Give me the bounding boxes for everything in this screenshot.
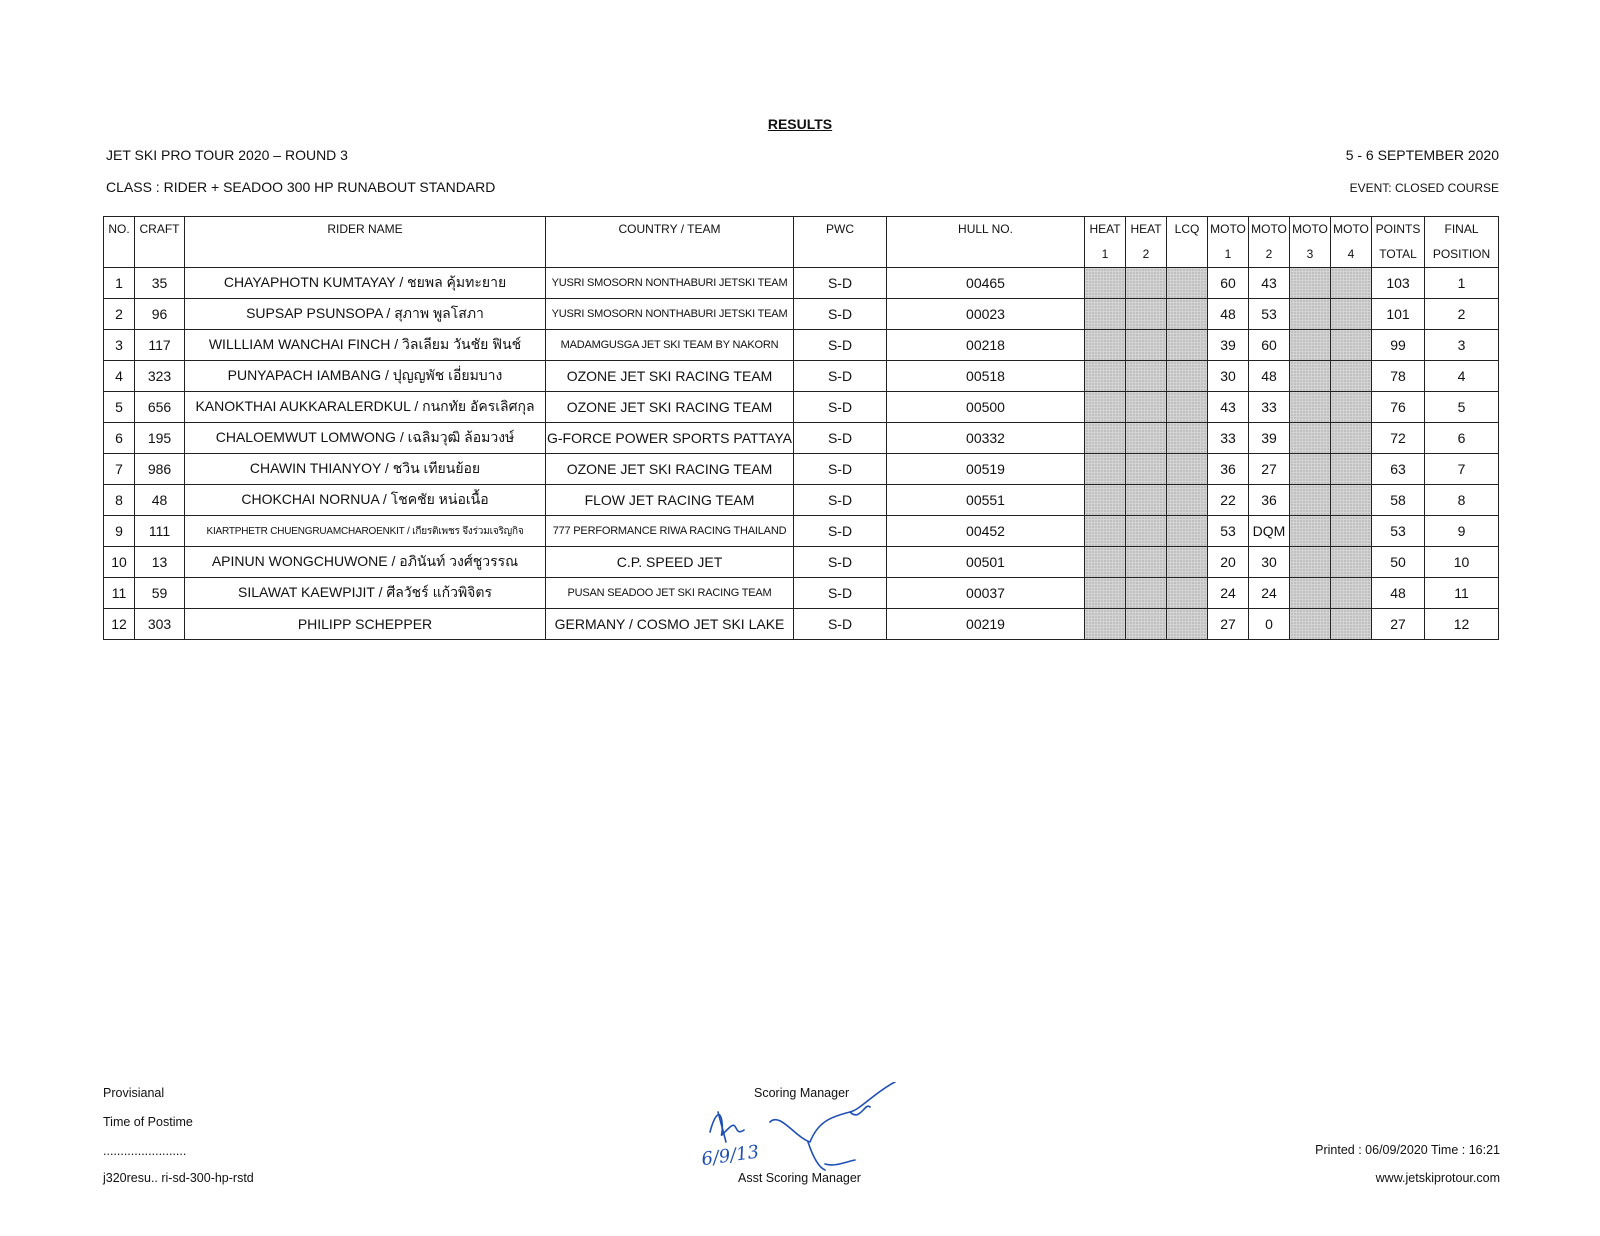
moto-3-cell xyxy=(1290,454,1331,485)
moto-2-cell: 36 xyxy=(1249,485,1290,516)
moto-1-cell: 60 xyxy=(1208,268,1249,299)
scoring-manager-label: Scoring Manager xyxy=(754,1086,850,1100)
points-total-cell: 58 xyxy=(1372,485,1425,516)
column-header: CRAFT xyxy=(135,217,185,268)
moto-1-cell: 24 xyxy=(1208,578,1249,609)
lcq-cell xyxy=(1167,392,1208,423)
column-header: RIDER NAME xyxy=(185,217,546,268)
column-header: COUNTRY / TEAM xyxy=(546,217,794,268)
hull-number-cell: 00452 xyxy=(887,516,1085,547)
moto-4-cell xyxy=(1331,485,1372,516)
hull-number-cell: 00218 xyxy=(887,330,1085,361)
pwc-cell: S-D xyxy=(794,516,887,547)
moto-1-cell: 53 xyxy=(1208,516,1249,547)
moto-4-cell xyxy=(1331,392,1372,423)
craft-number-cell: 656 xyxy=(135,392,185,423)
points-total-cell: 63 xyxy=(1372,454,1425,485)
rider-name-cell: SILAWAT KAEWPIJIT / ศีลวัชร์ แก้วพิจิตร xyxy=(185,578,546,609)
postime-dots: ........................ xyxy=(103,1144,187,1158)
provisional-label: Provisianal xyxy=(103,1086,165,1100)
pwc-cell: S-D xyxy=(794,485,887,516)
country-team-cell: C.P. SPEED JET xyxy=(546,547,794,578)
lcq-cell xyxy=(1167,547,1208,578)
country-team-cell: 777 PERFORMANCE RIWA RACING THAILAND xyxy=(546,516,794,547)
craft-number-cell: 59 xyxy=(135,578,185,609)
moto-4-cell xyxy=(1331,361,1372,392)
hull-number-cell: 00219 xyxy=(887,609,1085,640)
moto-2-cell: 48 xyxy=(1249,361,1290,392)
lcq-cell xyxy=(1167,578,1208,609)
points-total-cell: 99 xyxy=(1372,330,1425,361)
table-row xyxy=(104,330,1499,361)
results-title: RESULTS xyxy=(767,116,833,132)
craft-number-cell: 303 xyxy=(135,609,185,640)
country-team-cell: G-FORCE POWER SPORTS PATTAYA xyxy=(546,423,794,454)
moto-2-cell: 24 xyxy=(1249,578,1290,609)
column-header: HULL NO. xyxy=(887,217,1085,268)
moto-3-cell xyxy=(1290,485,1331,516)
heat-2-cell xyxy=(1126,578,1167,609)
heat-2-cell xyxy=(1126,299,1167,330)
moto-3-cell xyxy=(1290,578,1331,609)
moto-3-cell xyxy=(1290,268,1331,299)
column-header: PWC xyxy=(794,217,887,268)
table-row xyxy=(104,485,1499,516)
moto-1-cell: 30 xyxy=(1208,361,1249,392)
rider-name-cell: CHOKCHAI NORNUA / โชคชัย หน่อเนื้อ xyxy=(185,485,546,516)
moto-1-cell: 20 xyxy=(1208,547,1249,578)
craft-number-cell: 48 xyxy=(135,485,185,516)
hull-number-cell: 00465 xyxy=(887,268,1085,299)
heat-2-cell xyxy=(1126,485,1167,516)
table-row xyxy=(104,299,1499,330)
moto-3-cell xyxy=(1290,361,1331,392)
row-number-cell: 8 xyxy=(104,485,135,516)
craft-number-cell: 986 xyxy=(135,454,185,485)
country-team-cell: OZONE JET SKI RACING TEAM xyxy=(546,454,794,485)
country-team-cell: YUSRI SMOSORN NONTHABURI JETSKI TEAM xyxy=(546,268,794,299)
column-header: HEAT 2 xyxy=(1126,217,1167,268)
pwc-cell: S-D xyxy=(794,423,887,454)
heat-1-cell xyxy=(1085,423,1126,454)
heat-1-cell xyxy=(1085,330,1126,361)
moto-2-cell: 39 xyxy=(1249,423,1290,454)
moto-3-cell xyxy=(1290,330,1331,361)
moto-1-cell: 48 xyxy=(1208,299,1249,330)
moto-1-cell: 36 xyxy=(1208,454,1249,485)
moto-3-cell xyxy=(1290,392,1331,423)
row-number-cell: 4 xyxy=(104,361,135,392)
signature-image xyxy=(700,1082,920,1192)
heat-1-cell xyxy=(1085,516,1126,547)
points-total-cell: 78 xyxy=(1372,361,1425,392)
moto-4-cell xyxy=(1331,330,1372,361)
final-position-cell: 3 xyxy=(1425,330,1499,361)
event-type: EVENT: CLOSED COURSE xyxy=(1349,181,1499,195)
row-number-cell: 10 xyxy=(104,547,135,578)
table-row xyxy=(104,392,1499,423)
table-body xyxy=(104,268,1499,640)
moto-1-cell: 43 xyxy=(1208,392,1249,423)
rider-name-cell: PHILIPP SCHEPPER xyxy=(185,609,546,640)
final-position-cell: 2 xyxy=(1425,299,1499,330)
rider-name-cell: CHAWIN THIANYOY / ชวิน เทียนย้อย xyxy=(185,454,546,485)
table-row xyxy=(104,578,1499,609)
column-header: HEAT 1 xyxy=(1085,217,1126,268)
moto-2-cell: 43 xyxy=(1249,268,1290,299)
moto-4-cell xyxy=(1331,578,1372,609)
craft-number-cell: 13 xyxy=(135,547,185,578)
row-number-cell: 5 xyxy=(104,392,135,423)
event-name: JET SKI PRO TOUR 2020 – ROUND 3 xyxy=(106,147,348,163)
heat-1-cell xyxy=(1085,578,1126,609)
final-position-cell: 4 xyxy=(1425,361,1499,392)
hull-number-cell: 00518 xyxy=(887,361,1085,392)
heat-1-cell xyxy=(1085,547,1126,578)
final-position-cell: 1 xyxy=(1425,268,1499,299)
table-row xyxy=(104,547,1499,578)
event-date: 5 - 6 SEPTEMBER 2020 xyxy=(1345,147,1499,163)
column-header: NO. xyxy=(104,217,135,268)
pwc-cell: S-D xyxy=(794,299,887,330)
lcq-cell xyxy=(1167,361,1208,392)
moto-1-cell: 22 xyxy=(1208,485,1249,516)
hull-number-cell: 00500 xyxy=(887,392,1085,423)
moto-3-cell xyxy=(1290,547,1331,578)
craft-number-cell: 96 xyxy=(135,299,185,330)
heat-2-cell xyxy=(1126,392,1167,423)
column-header: FINAL POSITION xyxy=(1425,217,1499,268)
final-position-cell: 7 xyxy=(1425,454,1499,485)
table-row xyxy=(104,423,1499,454)
final-position-cell: 11 xyxy=(1425,578,1499,609)
pwc-cell: S-D xyxy=(794,454,887,485)
moto-3-cell xyxy=(1290,609,1331,640)
moto-4-cell xyxy=(1331,547,1372,578)
pwc-cell: S-D xyxy=(794,330,887,361)
rider-name-cell: APINUN WONGCHUWONE / อภินันท์ วงศ์ชูวรรณ xyxy=(185,547,546,578)
column-header: MOTO 1 xyxy=(1208,217,1249,268)
heat-2-cell xyxy=(1126,330,1167,361)
row-number-cell: 7 xyxy=(104,454,135,485)
hull-number-cell: 00332 xyxy=(887,423,1085,454)
rider-name-cell: CHAYAPHOTN KUMTAYAY / ชยพล คุ้มทะยาย xyxy=(185,268,546,299)
country-team-cell: YUSRI SMOSORN NONTHABURI JETSKI TEAM xyxy=(546,299,794,330)
pwc-cell: S-D xyxy=(794,547,887,578)
country-team-cell: OZONE JET SKI RACING TEAM xyxy=(546,361,794,392)
heat-1-cell xyxy=(1085,361,1126,392)
points-total-cell: 48 xyxy=(1372,578,1425,609)
results-table xyxy=(103,216,1499,640)
pwc-cell: S-D xyxy=(794,609,887,640)
points-total-cell: 103 xyxy=(1372,268,1425,299)
file-code: j320resu.. ri-sd-300-hp-rstd xyxy=(103,1171,254,1185)
final-position-cell: 8 xyxy=(1425,485,1499,516)
moto-1-cell: 27 xyxy=(1208,609,1249,640)
rider-name-cell: PUNYAPACH IAMBANG / ปุญญพัช เอี่ยมบาง xyxy=(185,361,546,392)
table-row xyxy=(104,454,1499,485)
pwc-cell: S-D xyxy=(794,392,887,423)
heat-2-cell xyxy=(1126,547,1167,578)
rider-name-cell: WILLLIAM WANCHAI FINCH / วิลเลียม วันชัย ฟินช์ xyxy=(185,330,546,361)
hull-number-cell: 00551 xyxy=(887,485,1085,516)
country-team-cell: FLOW JET RACING TEAM xyxy=(546,485,794,516)
lcq-cell xyxy=(1167,485,1208,516)
rider-name-cell: SUPSAP PSUNSOPA / สุภาพ พูลโสภา xyxy=(185,299,546,330)
heat-2-cell xyxy=(1126,454,1167,485)
column-header: MOTO 4 xyxy=(1331,217,1372,268)
table-header-row xyxy=(104,217,1499,268)
asst-scoring-manager-label: Asst Scoring Manager xyxy=(738,1171,861,1185)
heat-1-cell xyxy=(1085,392,1126,423)
column-header: MOTO 2 xyxy=(1249,217,1290,268)
hull-number-cell: 00023 xyxy=(887,299,1085,330)
country-team-cell: GERMANY / COSMO JET SKI LAKE xyxy=(546,609,794,640)
time-of-postime-label: Time of Postime xyxy=(103,1115,193,1129)
lcq-cell xyxy=(1167,423,1208,454)
final-position-cell: 10 xyxy=(1425,547,1499,578)
moto-3-cell xyxy=(1290,423,1331,454)
moto-4-cell xyxy=(1331,454,1372,485)
moto-4-cell xyxy=(1331,268,1372,299)
final-position-cell: 9 xyxy=(1425,516,1499,547)
final-position-cell: 12 xyxy=(1425,609,1499,640)
moto-2-cell: 33 xyxy=(1249,392,1290,423)
moto-3-cell xyxy=(1290,299,1331,330)
row-number-cell: 2 xyxy=(104,299,135,330)
moto-2-cell: 60 xyxy=(1249,330,1290,361)
moto-4-cell xyxy=(1331,423,1372,454)
hull-number-cell: 00519 xyxy=(887,454,1085,485)
moto-2-cell: DQM xyxy=(1249,516,1290,547)
moto-1-cell: 33 xyxy=(1208,423,1249,454)
moto-2-cell: 30 xyxy=(1249,547,1290,578)
craft-number-cell: 323 xyxy=(135,361,185,392)
moto-3-cell xyxy=(1290,516,1331,547)
rider-name-cell: KIARTPHETR CHUENGRUAMCHAROENKIT / เกียรติเพชร จึงร่วมเจริญกิจ xyxy=(185,516,546,547)
lcq-cell xyxy=(1167,330,1208,361)
craft-number-cell: 111 xyxy=(135,516,185,547)
craft-number-cell: 195 xyxy=(135,423,185,454)
column-header: LCQ xyxy=(1167,217,1208,268)
points-total-cell: 50 xyxy=(1372,547,1425,578)
lcq-cell xyxy=(1167,454,1208,485)
heat-1-cell xyxy=(1085,268,1126,299)
final-position-cell: 6 xyxy=(1425,423,1499,454)
moto-2-cell: 27 xyxy=(1249,454,1290,485)
hull-number-cell: 00037 xyxy=(887,578,1085,609)
lcq-cell xyxy=(1167,268,1208,299)
rider-name-cell: KANOKTHAI AUKKARALERDKUL / กนกทัย อัครเลิศกุล xyxy=(185,392,546,423)
heat-1-cell xyxy=(1085,609,1126,640)
row-number-cell: 9 xyxy=(104,516,135,547)
heat-2-cell xyxy=(1126,516,1167,547)
points-total-cell: 27 xyxy=(1372,609,1425,640)
points-total-cell: 53 xyxy=(1372,516,1425,547)
points-total-cell: 101 xyxy=(1372,299,1425,330)
heat-2-cell xyxy=(1126,361,1167,392)
heat-2-cell xyxy=(1126,609,1167,640)
table-row xyxy=(104,609,1499,640)
lcq-cell xyxy=(1167,299,1208,330)
craft-number-cell: 117 xyxy=(135,330,185,361)
country-team-cell: MADAMGUSGA JET SKI TEAM BY NAKORN xyxy=(546,330,794,361)
table-row xyxy=(104,361,1499,392)
hull-number-cell: 00501 xyxy=(887,547,1085,578)
column-header: POINTS TOTAL xyxy=(1372,217,1425,268)
column-header: MOTO 3 xyxy=(1290,217,1331,268)
country-team-cell: PUSAN SEADOO JET SKI RACING TEAM xyxy=(546,578,794,609)
pwc-cell: S-D xyxy=(794,361,887,392)
moto-4-cell xyxy=(1331,299,1372,330)
lcq-cell xyxy=(1167,516,1208,547)
country-team-cell: OZONE JET SKI RACING TEAM xyxy=(546,392,794,423)
row-number-cell: 3 xyxy=(104,330,135,361)
points-total-cell: 72 xyxy=(1372,423,1425,454)
lcq-cell xyxy=(1167,609,1208,640)
printed-timestamp: Printed : 06/09/2020 Time : 16:21 xyxy=(1315,1143,1500,1157)
pwc-cell: S-D xyxy=(794,268,887,299)
website-url: www.jetskiprotour.com xyxy=(1375,1171,1500,1185)
table-row xyxy=(104,516,1499,547)
heat-2-cell xyxy=(1126,268,1167,299)
row-number-cell: 11 xyxy=(104,578,135,609)
heat-1-cell xyxy=(1085,454,1126,485)
final-position-cell: 5 xyxy=(1425,392,1499,423)
race-class: CLASS : RIDER + SEADOO 300 HP RUNABOUT STANDARD xyxy=(106,179,496,195)
moto-2-cell: 53 xyxy=(1249,299,1290,330)
rider-name-cell: CHALOEMWUT LOMWONG / เฉลิมวุฒิ ล้อมวงษ์ xyxy=(185,423,546,454)
heat-1-cell xyxy=(1085,299,1126,330)
table-row xyxy=(104,268,1499,299)
row-number-cell: 12 xyxy=(104,609,135,640)
row-number-cell: 6 xyxy=(104,423,135,454)
points-total-cell: 76 xyxy=(1372,392,1425,423)
heat-1-cell xyxy=(1085,485,1126,516)
moto-4-cell xyxy=(1331,609,1372,640)
svg-text:6/9/13: 6/9/13 xyxy=(700,1141,761,1171)
heat-2-cell xyxy=(1126,423,1167,454)
row-number-cell: 1 xyxy=(104,268,135,299)
pwc-cell: S-D xyxy=(794,578,887,609)
moto-1-cell: 39 xyxy=(1208,330,1249,361)
moto-2-cell: 0 xyxy=(1249,609,1290,640)
moto-4-cell xyxy=(1331,516,1372,547)
craft-number-cell: 35 xyxy=(135,268,185,299)
